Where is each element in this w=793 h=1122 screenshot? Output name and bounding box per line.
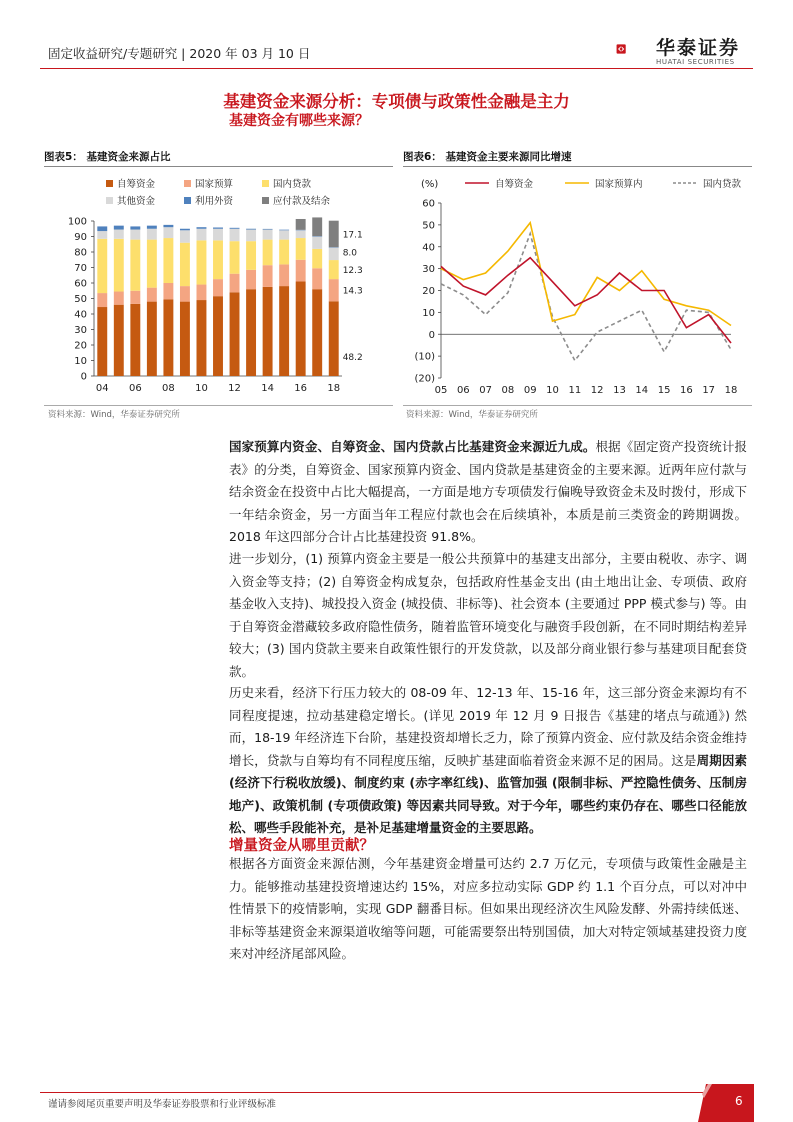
bar-segment-11-0 bbox=[213, 296, 223, 376]
header-divider bbox=[40, 68, 753, 69]
paragraph-3 bbox=[229, 682, 747, 840]
bar-segment-11-2 bbox=[213, 240, 223, 279]
page-number-badge-icon bbox=[698, 1084, 754, 1122]
bar-segment-14-2 bbox=[263, 240, 273, 266]
bar-segment-10-4 bbox=[197, 227, 207, 229]
bar-segment-05-0 bbox=[114, 305, 124, 376]
bar-segment-12-2 bbox=[230, 241, 240, 274]
bar-segment-06-2 bbox=[130, 240, 140, 291]
y-tick-label: 30 bbox=[422, 264, 435, 276]
bar-segment-12-1 bbox=[230, 274, 240, 293]
bar-segment-16-2 bbox=[296, 238, 306, 260]
bar-segment-18-5 bbox=[329, 221, 339, 248]
bar-segment-16-5 bbox=[296, 219, 306, 230]
bar-segment-08-4 bbox=[163, 225, 173, 227]
bar-segment-05-2 bbox=[114, 239, 124, 292]
y-tick-label: 100 bbox=[67, 216, 87, 228]
bar-segment-10-0 bbox=[197, 300, 207, 376]
legend-label-5: 应付款及结余 bbox=[273, 196, 331, 207]
x-tick-label: 07 bbox=[479, 385, 492, 396]
bar-segment-09-3 bbox=[180, 230, 190, 242]
bar-segment-12-4 bbox=[230, 228, 240, 229]
legend-label-2: 国内贷款 bbox=[273, 179, 312, 190]
footer-disclaimer: 谨请参阅尾页重要声明及华泰证券股票和行业评级标准 bbox=[48, 1099, 277, 1110]
x-tick-label: 13 bbox=[613, 385, 626, 396]
x-tick-label: 11 bbox=[568, 385, 582, 396]
page-number: 6 bbox=[735, 1094, 743, 1108]
paragraph-4 bbox=[229, 853, 747, 966]
data-label: 17.1 bbox=[342, 230, 363, 241]
bar-segment-08-0 bbox=[163, 299, 173, 376]
paragraph-1-body: 根据《固定资产投资统计报表》的分类，自筹资金、国家预算内资金、国内贷款是基建资金的主要来源。近两年应付款与结余资金在投资中占比大幅提高，一方面是地方专项债发行偏晚导致资金未及时拨付，形成下一年结余资金，另一方面当年工程应付款也会在后续填补，本质是前三类资金的跨期调拨。2018 年这四部分合计占比基建投资 91.8%。 bbox=[229, 439, 747, 544]
chart6-title: 图表6： 基建资金主要来源同比增速 bbox=[403, 151, 572, 163]
bar-segment-18-1 bbox=[329, 279, 339, 301]
bar-segment-07-4 bbox=[147, 226, 157, 229]
chart5-source: 资料来源：Wind，华泰证券研究所 bbox=[48, 410, 180, 420]
bar-segment-07-3 bbox=[147, 229, 157, 240]
legend-swatch-3 bbox=[106, 197, 113, 204]
bar-segment-12-0 bbox=[230, 292, 240, 376]
bar-segment-14-4 bbox=[263, 229, 273, 230]
legend-label-2: 国内贷款 bbox=[703, 179, 742, 190]
chart5-bottom-rule bbox=[44, 405, 393, 406]
paragraph-1-lead: 国家预算内资金、自筹资金、国内贷款占比基建资金来源近九成。 bbox=[229, 439, 596, 454]
page-subtitle: 基建资金有哪些来源？ bbox=[229, 113, 369, 129]
chart6-source: 资料来源：Wind，华泰证券研究所 bbox=[406, 410, 538, 420]
bar-segment-06-0 bbox=[130, 304, 140, 376]
bar-segment-09-0 bbox=[180, 302, 190, 376]
bar-segment-06-1 bbox=[130, 291, 140, 304]
x-tick-label: 18 bbox=[327, 383, 341, 394]
y-tick-label: 50 bbox=[74, 294, 87, 305]
legend-swatch-4 bbox=[184, 197, 191, 204]
bar-segment-14-1 bbox=[263, 265, 273, 287]
bar-segment-10-2 bbox=[197, 240, 207, 284]
bar-segment-14-0 bbox=[263, 287, 273, 376]
data-label: 8.0 bbox=[342, 248, 358, 259]
chart6-container bbox=[403, 150, 752, 406]
bar-segment-04-4 bbox=[97, 226, 107, 231]
bar-segment-07-2 bbox=[147, 240, 157, 288]
data-label: 14.3 bbox=[342, 286, 363, 297]
bar-segment-18-2 bbox=[329, 260, 339, 279]
bar-segment-17-1 bbox=[312, 268, 322, 289]
legend-swatch-2 bbox=[262, 180, 269, 187]
legend-swatch-0 bbox=[106, 180, 113, 187]
bar-segment-05-4 bbox=[114, 226, 124, 230]
bar-segment-16-3 bbox=[296, 230, 306, 238]
bar-segment-04-0 bbox=[97, 307, 107, 376]
y-tick-label: 50 bbox=[422, 220, 435, 232]
bar-segment-18-3 bbox=[329, 248, 339, 260]
bar-segment-04-3 bbox=[97, 231, 107, 239]
x-tick-label: 12 bbox=[228, 383, 241, 394]
bar-segment-10-1 bbox=[197, 285, 207, 301]
chart5-svg bbox=[44, 167, 393, 405]
bar-segment-08-2 bbox=[163, 238, 173, 283]
legend-swatch-1 bbox=[184, 180, 191, 187]
bar-segment-15-2 bbox=[279, 240, 289, 265]
bar-segment-17-5 bbox=[312, 217, 322, 236]
y-tick-label: 10 bbox=[422, 307, 435, 319]
bar-segment-08-1 bbox=[163, 283, 173, 299]
chart5-title: 图表5： 基建资金来源占比 bbox=[44, 151, 171, 163]
paragraph-4-body: 根据各方面资金来源估测，今年基建资金增量可达约 2.7 万亿元，专项债与政策性金融是主力。能够推动基建投资增速达约 15%，对应多拉动实际 GDP 约 1.1 个百分点，可以对冲中性情景下的疫情影响，实现 GDP 翻番目标。但如果出现经济次生风险发酵、外需持续低迷、非标等基建资金来源渠道收缩等问题，可能需要祭出特别国债，加大对特定领域基建投资力度来对冲经济尾部风险。 bbox=[229, 856, 747, 961]
x-tick-label: 08 bbox=[501, 385, 515, 396]
bar-segment-14-3 bbox=[263, 230, 273, 240]
x-tick-label: 14 bbox=[635, 385, 649, 396]
bar-segment-15-1 bbox=[279, 264, 289, 286]
chart6-bottom-rule bbox=[403, 405, 752, 406]
paragraph-3-body: 历史来看，经济下行压力较大的 08-09 年、12-13 年、15-16 年，这三部分资金来源均有不同程度提速，拉动基建稳定增长。(详见 2019 年 12 月 9 日报告《基建的堵点与疏通》) 然而，18-19 年经济连下台阶，基建投资却增长乏力，除了预算内资金、应付款及结余资金维持增长，贷款与自筹均有不同程度压缩，反映扩基建面临着资金来源不足的困局。这是 bbox=[229, 685, 747, 768]
bar-segment-10-3 bbox=[197, 229, 207, 241]
y-tick-label: 70 bbox=[74, 263, 87, 274]
bar-segment-18-0 bbox=[329, 301, 339, 376]
section-title: 增量资金从哪里贡献？ bbox=[229, 838, 374, 854]
x-tick-label: 06 bbox=[128, 383, 142, 394]
bar-segment-13-1 bbox=[246, 270, 256, 289]
x-tick-label: 16 bbox=[680, 385, 693, 396]
x-tick-label: 18 bbox=[724, 385, 738, 396]
bar-segment-17-3 bbox=[312, 237, 322, 249]
y-tick-label: 0 bbox=[80, 371, 87, 383]
legend-label-0: 自筹资金 bbox=[495, 179, 534, 190]
x-tick-label: 06 bbox=[456, 385, 470, 396]
legend-label-3: 其他资金 bbox=[117, 196, 156, 207]
bar-segment-09-4 bbox=[180, 229, 190, 231]
bar-segment-15-3 bbox=[279, 230, 289, 239]
bar-segment-15-4 bbox=[279, 230, 289, 231]
bar-segment-06-3 bbox=[130, 230, 140, 240]
y-tick-label: 0 bbox=[428, 329, 435, 341]
bar-segment-13-0 bbox=[246, 289, 256, 376]
y-tick-label: 60 bbox=[74, 278, 87, 290]
x-tick-label: 16 bbox=[294, 383, 308, 394]
x-tick-label: 12 bbox=[590, 385, 604, 396]
x-tick-label: 05 bbox=[434, 385, 448, 396]
x-tick-label: 10 bbox=[546, 385, 559, 396]
y-tick-label: 10 bbox=[74, 356, 87, 367]
bar-segment-11-3 bbox=[213, 229, 223, 241]
y-tick-label: 20 bbox=[74, 340, 87, 352]
huatai-logo-icon bbox=[616, 30, 656, 68]
bar-segment-04-1 bbox=[97, 293, 107, 307]
bar-segment-08-3 bbox=[163, 227, 173, 238]
y-tick-label: 60 bbox=[422, 198, 435, 210]
y-axis-unit: (%) bbox=[421, 179, 439, 190]
bar-segment-09-1 bbox=[180, 286, 190, 302]
bar-segment-07-1 bbox=[147, 288, 157, 302]
bar-segment-13-3 bbox=[246, 230, 256, 242]
bar-segment-07-0 bbox=[147, 302, 157, 376]
series-line-0 bbox=[441, 258, 731, 343]
y-tick-label: 90 bbox=[74, 232, 87, 243]
legend-label-4: 利用外资 bbox=[195, 196, 234, 207]
paragraph-2 bbox=[229, 548, 747, 683]
bar-segment-17-0 bbox=[312, 289, 322, 376]
bar-segment-16-1 bbox=[296, 260, 306, 282]
report-header: 固定收益研究/专题研究 | 2020 年 03 月 10 日 bbox=[48, 46, 311, 61]
bar-segment-06-4 bbox=[130, 226, 140, 229]
y-tick-label: 40 bbox=[422, 242, 435, 254]
bar-segment-15-0 bbox=[279, 286, 289, 376]
bar-segment-12-3 bbox=[230, 229, 240, 241]
legend-swatch-5 bbox=[262, 197, 269, 204]
bar-segment-05-1 bbox=[114, 292, 124, 305]
data-label: 12.3 bbox=[342, 266, 363, 277]
x-tick-label: 04 bbox=[95, 383, 109, 394]
bar-segment-11-1 bbox=[213, 279, 223, 296]
y-tick-label: 20 bbox=[422, 286, 435, 297]
footer-divider bbox=[40, 1092, 753, 1093]
bar-segment-13-4 bbox=[246, 229, 256, 230]
y-tick-label: (20) bbox=[414, 373, 435, 385]
data-label: 48.2 bbox=[342, 353, 363, 364]
bar-segment-17-2 bbox=[312, 249, 322, 268]
legend-label-0: 自筹资金 bbox=[117, 179, 156, 190]
paragraph-2-body: 进一步划分，(1) 预算内资金主要是一般公共预算中的基建支出部分，主要由税收、赤字、调入资金等支持；(2) 自筹资金构成复杂，包括政府性基金支出 (由土地出让金、专项债、政府基金收入支持)、城投投入资金 (城投债、非标等)、社会资本 (主要通过 PPP 模式参与) 等。由于自筹资金潜藏较多政府隐性债务，随着监管环境变化与融资手段创新，在不同时期结构差异较大；(3) 国内贷款主要来自政策性银行的开发贷款，以及部分商业银行参与基建项目配套贷款。 bbox=[229, 551, 747, 679]
chart6-svg bbox=[403, 167, 752, 405]
bar-segment-04-2 bbox=[97, 239, 107, 293]
bar-segment-05-3 bbox=[114, 230, 124, 239]
bar-segment-11-4 bbox=[213, 228, 223, 229]
legend-label-1: 国家预算 bbox=[195, 179, 234, 190]
logo-text-en: HUATAI SECURITIES bbox=[656, 58, 735, 66]
y-tick-label: 80 bbox=[74, 247, 87, 259]
x-tick-label: 15 bbox=[657, 385, 671, 396]
bar-segment-13-2 bbox=[246, 241, 256, 270]
paragraph-3-conclusion: 周期因素 (经济下行税收放缓)、制度约束 (赤字率红线)、监管加强 (限制非标、严控隐性债务、压制房地产)、政策机制 (专项债政策) 等因素共同导致。对于今年，哪些约束仍存在、哪些口径能放松、哪些手段能补充，是补足基建增量资金的主要思路。 bbox=[229, 752, 747, 835]
paragraph-1 bbox=[229, 436, 747, 549]
y-tick-label: (10) bbox=[414, 351, 435, 363]
x-tick-label: 10 bbox=[195, 383, 208, 394]
bar-segment-09-2 bbox=[180, 243, 190, 286]
chart5-container bbox=[44, 150, 393, 406]
x-tick-label: 14 bbox=[261, 383, 274, 394]
x-tick-label: 09 bbox=[523, 385, 537, 396]
logo-text-cn: 华泰证券 bbox=[656, 37, 741, 59]
legend-label-1: 国家预算内 bbox=[595, 179, 643, 190]
x-tick-label: 08 bbox=[162, 383, 175, 394]
y-tick-label: 40 bbox=[74, 309, 87, 321]
x-tick-label: 17 bbox=[702, 385, 716, 396]
page-title: 基建资金来源分析：专项债与政策性金融是主力 bbox=[223, 92, 570, 111]
bar-segment-16-0 bbox=[296, 281, 306, 376]
y-tick-label: 30 bbox=[74, 325, 87, 336]
